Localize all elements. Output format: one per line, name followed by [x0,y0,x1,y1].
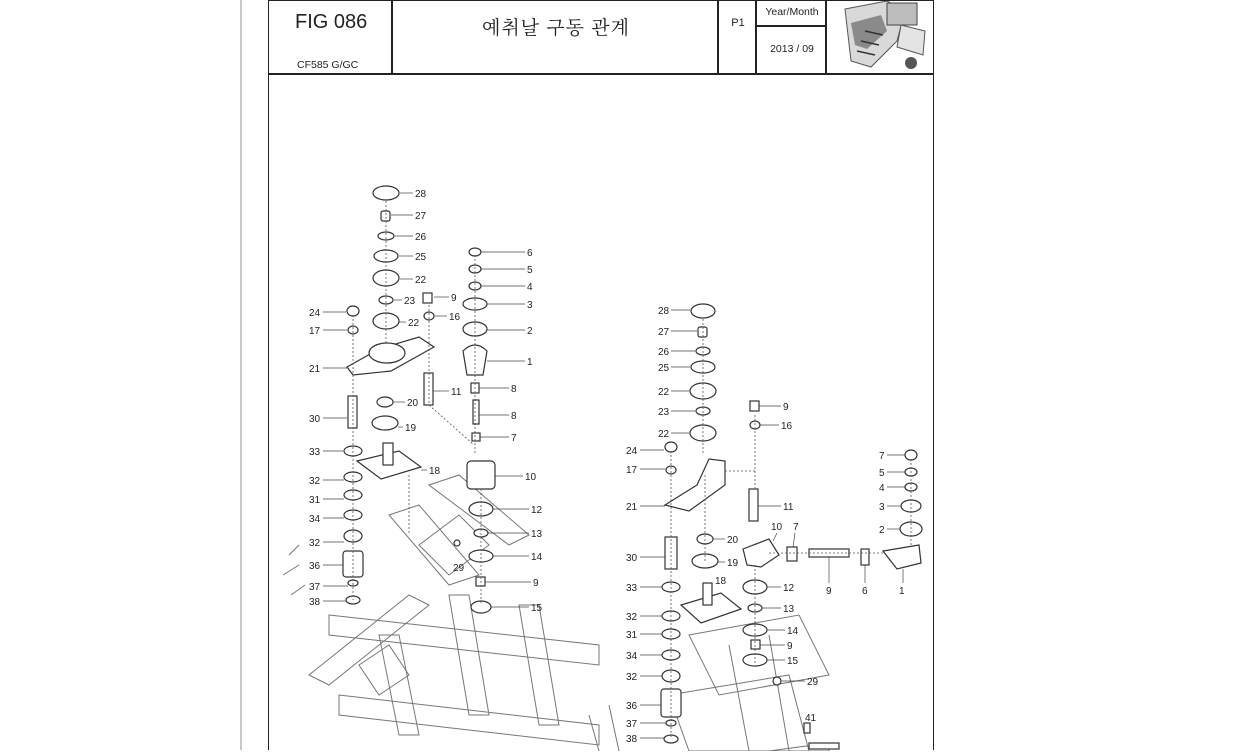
callout-label: 31 [626,630,638,641]
machine-thumbnail-cell [826,0,934,74]
callout-label: 18 [429,466,441,477]
callout-label: 1 [899,586,905,597]
callout-label: 20 [407,398,419,409]
exploded-parts-diagram [268,74,934,750]
callout-label: 41 [805,713,817,724]
callout-label: 30 [309,414,321,425]
callout-label: 4 [527,282,533,293]
callout-label: 6 [527,248,533,259]
callout-label: 32 [626,672,638,683]
callout-label: 1 [527,357,533,368]
callout-label: 13 [531,529,543,540]
callout-label: 18 [715,576,727,587]
callout-label: 5 [879,468,885,479]
callout-label: 19 [727,558,739,569]
callout-label: 36 [309,561,321,572]
page-cell [718,0,756,74]
callout-label: 9 [787,641,793,652]
callout-label: 24 [309,308,321,319]
fig-number: FIG 086 [295,11,368,33]
callout-label: 9 [826,586,832,597]
callout-label: 38 [309,597,321,608]
callout-label: 20 [727,535,739,546]
callout-label: 31 [309,495,321,506]
revision-date: 2013 / 09 [770,43,814,55]
year-month-label-cell [756,0,826,26]
callout-label: 32 [309,476,321,487]
callout-label: 21 [626,502,638,513]
callout-label: 23 [404,296,416,307]
callout-label: 16 [781,421,793,432]
callout-label: 34 [309,514,321,525]
callout-label: 32 [309,538,321,549]
combine-harvester-thumbnail-icon [827,1,932,73]
callout-label: 28 [658,306,670,317]
callout-label: 9 [533,578,539,589]
callout-label: 16 [449,312,461,323]
callout-label: 36 [626,701,638,712]
callout-label: 30 [626,553,638,564]
callout-label: 38 [626,734,638,745]
callout-label: 22 [658,387,670,398]
page-title: 예취날 구동 관계 [481,18,631,39]
callout-label: 37 [309,582,321,593]
callout-label: 7 [879,451,885,462]
callout-label: 26 [658,347,670,358]
callout-label: 28 [415,189,427,200]
callout-label: 24 [626,446,638,457]
callout-label: 26 [415,232,427,243]
callout-label: 27 [658,327,670,338]
callout-label: 25 [415,252,427,263]
callout-label: 32 [626,612,638,623]
callout-label: 10 [525,472,537,483]
callout-label: 29 [807,677,819,688]
frame-left-drawing [283,475,599,745]
callout-label: 7 [511,433,517,444]
callout-label: 23 [658,407,670,418]
callout-label: 37 [626,719,638,730]
model-number: CF585 G/GC [297,59,359,71]
callout-label: 15 [531,603,543,614]
callout-label: 5 [527,265,533,276]
callout-label: 2 [879,525,885,536]
callout-label: 11 [451,387,462,398]
callout-label: 9 [783,402,789,413]
callout-label: 13 [783,604,795,615]
callout-label: 22 [658,429,670,440]
fig-number-cell [268,0,392,74]
callout-label: 8 [511,384,517,395]
callout-label: 12 [531,505,543,516]
callout-label: 6 [862,586,868,597]
parts-catalog-sheet [268,0,934,750]
callout-label: 3 [527,300,533,311]
callout-label: 8 [511,411,517,422]
left-assembly-parts [343,186,495,613]
callout-label: 10 [771,522,783,533]
callout-label: 34 [626,651,638,662]
date-cell [756,26,826,74]
callout-label: 22 [415,275,427,286]
year-month-label: Year/Month [765,6,819,18]
callout-label: 2 [527,326,533,337]
callout-label: 33 [626,583,638,594]
callout-label: 25 [658,363,670,374]
callout-label: 15 [787,656,799,667]
right-assembly-leader-lines [671,319,911,739]
callout-label: 19 [405,423,417,434]
callout-label: 21 [309,364,321,375]
callout-label: 29 [453,563,465,574]
callout-label: 17 [309,326,321,337]
callout-label: 11 [783,502,794,513]
mower-drive-exploded-view [269,75,935,751]
callout-label: 7 [793,522,799,533]
callout-label: 33 [309,447,321,458]
callout-label: 17 [626,465,638,476]
callout-label: 12 [783,583,795,594]
callout-label: 27 [415,211,427,222]
title-cell [392,0,718,74]
callout-label: 14 [787,626,799,637]
callout-label: 9 [451,293,457,304]
callout-label: 22 [408,318,420,329]
callout-label: 3 [879,502,885,513]
callout-label: 14 [531,552,543,563]
page-number: P1 [731,17,745,29]
callout-label: 4 [879,483,885,494]
scan-margin-line [240,0,242,750]
